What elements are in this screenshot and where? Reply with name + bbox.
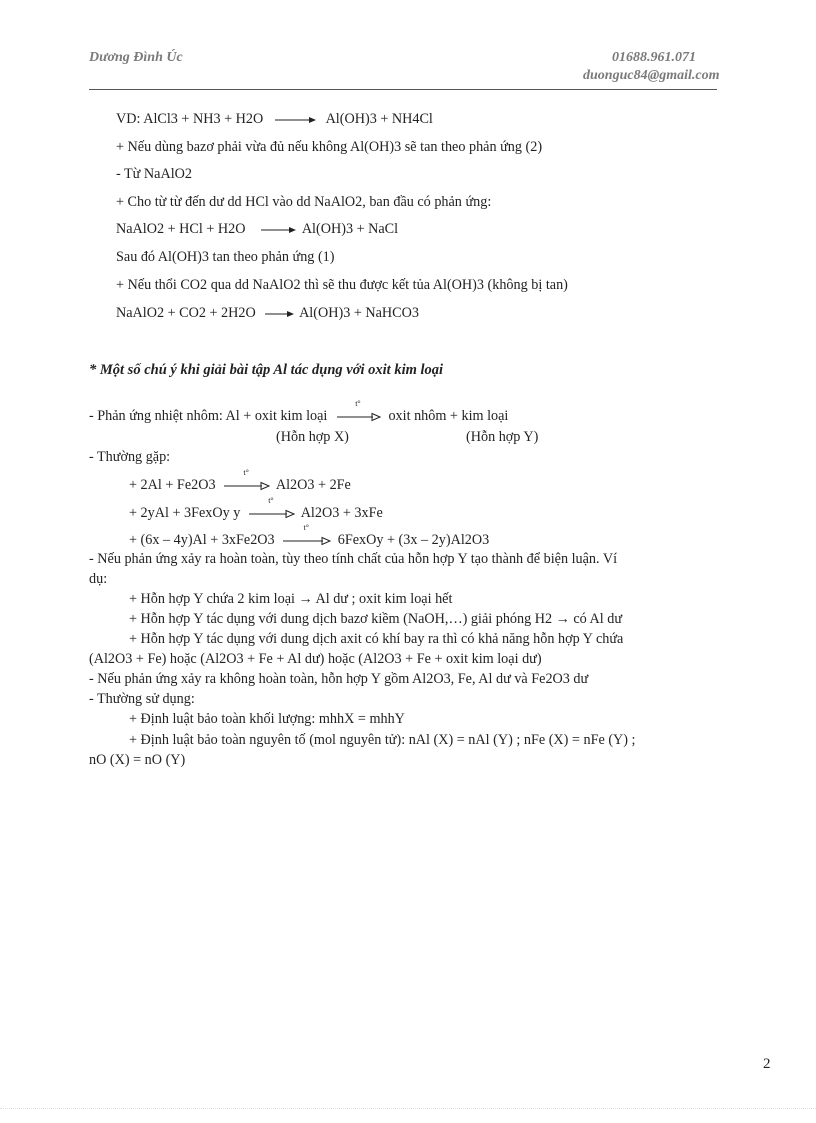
line-eq-co2 xyxy=(116,304,419,322)
section-heading: * Một số chú ý khi giải bài tập Al tác dụng với oxit kim loại xyxy=(89,362,444,378)
page-number: 2 xyxy=(763,1056,771,1072)
arrow-right-icon xyxy=(247,509,295,519)
eq-right: Al2O3 + 3xFe xyxy=(300,505,383,521)
arrow-right-icon xyxy=(335,412,381,422)
eq-left: NaAlO2 + HCl + H2O xyxy=(116,221,246,237)
eq-left: + 2yAl + 3FexOy y xyxy=(129,505,241,521)
reaction-3 xyxy=(129,523,490,549)
line-thermite xyxy=(89,399,509,425)
eq-right: Al(OH)3 + NaHCO3 xyxy=(299,305,419,321)
arrow-right-icon xyxy=(281,536,331,546)
header-phone: 01688.961.071 xyxy=(612,50,696,65)
arrow-heat xyxy=(335,399,381,425)
mix-y-label: (Hỗn hợp Y) xyxy=(466,429,539,445)
line-dissolve: Sau đó Al(OH)3 tan theo phản ứng (1) xyxy=(116,249,335,265)
arrow-right-icon xyxy=(259,225,297,235)
header-author: Dương Đình Úc xyxy=(89,50,183,65)
eq-left: + 2Al + Fe2O3 xyxy=(129,477,216,493)
line-common: - Thường gặp: xyxy=(89,449,171,465)
law-element-a: + Định luật bảo toàn nguyên tố (mol nguyên tử): nAl (X) = nAl (Y) ; nFe (X) = nFe (Y) ; xyxy=(129,732,636,748)
footer-dotted-line xyxy=(0,1108,816,1109)
eq-left: NaAlO2 + CO2 + 2H2O xyxy=(116,305,256,321)
eq-right: Al(OH)3 + NH4Cl xyxy=(325,111,433,127)
line-example-1 xyxy=(116,110,433,128)
line-from-naalo2: - Từ NaAlO2 xyxy=(116,166,192,182)
header-email: duonguc84@gmail.com xyxy=(583,68,720,83)
eq-left: VD: AlCl3 + NH3 + H2O xyxy=(116,111,264,127)
line-hcl-note: + Cho từ từ đến dư dd HCl vào dd NaAlO2, ban đầu có phản ứng: xyxy=(116,194,492,210)
law-mass: + Định luật bảo toàn khối lượng: mhhX = mhhY xyxy=(129,711,405,727)
para-incomplete: - Nếu phản ứng xảy ra không hoàn toàn, hỗn hợp Y gồm Al2O3, Fe, Al dư và Fe2O3 dư xyxy=(89,671,589,687)
bullet-base: + Hỗn hợp Y tác dụng với dung dịch bazơ kiềm (NaOH,…) giải phóng H2 → có Al dư xyxy=(129,611,623,627)
eq-left: - Phản ứng nhiệt nhôm: Al + oxit kim loại xyxy=(89,408,328,424)
bullet-acid-b: (Al2O3 + Fe) hoặc (Al2O3 + Fe + Al dư) hoặc (Al2O3 + Fe + oxit kim loại dư) xyxy=(89,651,542,667)
eq-right: 6FexOy + (3x – 2y)Al2O3 xyxy=(337,532,490,548)
para-complete-a: - Nếu phản ứng xảy ra hoàn toàn, tùy theo tính chất của hỗn hợp Y tạo thành để biện luận. Ví xyxy=(89,551,618,567)
arrow-right-icon xyxy=(273,115,317,125)
eq-right: oxit nhôm + kim loại xyxy=(388,408,509,424)
line-base-note: + Nếu dùng bazơ phải vừa đủ nếu không Al(OH)3 sẽ tan theo phản ứng (2) xyxy=(116,139,543,155)
bullet-two-metals: + Hỗn hợp Y chứa 2 kim loại → Al dư ; oxit kim loại hết xyxy=(129,591,453,607)
header-rule xyxy=(89,89,717,90)
arrow-label: t° xyxy=(355,399,361,408)
arrow-label: t° xyxy=(243,468,249,477)
reaction-2 xyxy=(129,496,383,522)
arrow-right-icon xyxy=(222,481,270,491)
line-usage: - Thường sử dụng: xyxy=(89,691,195,707)
bullet-acid-a: + Hỗn hợp Y tác dụng với dung dịch axit có khí bay ra thì có khả năng hỗn hợp Y chứa xyxy=(129,631,624,647)
para-complete-b: dụ: xyxy=(89,571,108,587)
arrow-label: t° xyxy=(268,496,274,505)
line-eq-hcl xyxy=(116,220,398,238)
arrow-heat xyxy=(281,523,331,549)
reaction-1 xyxy=(129,468,351,494)
eq-right: Al(OH)3 + NaCl xyxy=(301,221,399,237)
law-element-b: nO (X) = nO (Y) xyxy=(89,752,186,768)
eq-right: Al2O3 + 2Fe xyxy=(275,477,351,493)
arrow-right-icon xyxy=(263,309,295,319)
line-co2-note: + Nếu thổi CO2 qua dd NaAlO2 thì sẽ thu được kết tủa Al(OH)3 (không bị tan) xyxy=(116,277,568,293)
eq-left: + (6x – 4y)Al + 3xFe2O3 xyxy=(129,532,275,548)
mix-x-label: (Hỗn hợp X) xyxy=(276,429,349,445)
arrow-label: t° xyxy=(303,523,309,532)
